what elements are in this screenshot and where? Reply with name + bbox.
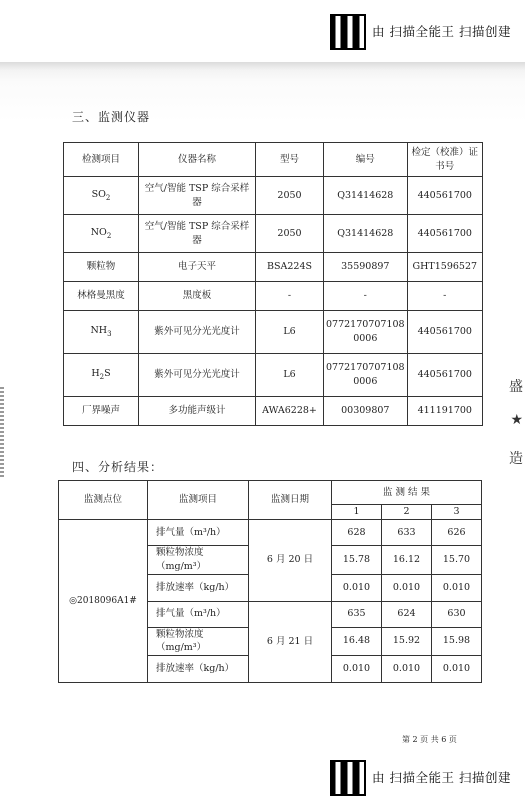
scanner-watermark-text: 由 扫描全能王 扫描创建 — [372, 24, 511, 39]
result-value-cell: 0.010 — [432, 656, 482, 683]
result-value-cell: 635 — [332, 601, 382, 627]
instrument-name-cell: 电子天平 — [139, 253, 256, 282]
monitoring-item-cell: 颗粒物浓度（mg/m³） — [148, 546, 249, 575]
monitoring-date-cell: 6 月 21 日 — [249, 601, 332, 683]
result-value-cell: 0.010 — [382, 656, 432, 683]
instruments-table — [63, 142, 483, 426]
instrument-name-cell: 空气/智能 TSP 综合采样器 — [139, 177, 256, 215]
table-row — [64, 215, 483, 253]
result-value-cell: 15.70 — [432, 546, 482, 575]
monitoring-point-cell: ◎2018096A1# — [59, 520, 148, 683]
table-row — [59, 520, 482, 546]
model-cell: L6 — [256, 311, 324, 354]
certificate-number-cell: 411191700 — [407, 397, 482, 426]
serial-number-cell: 0772170707108 0006 — [324, 311, 408, 354]
qr-code-icon — [330, 14, 366, 50]
item-subscript: 2 — [99, 373, 105, 382]
result-value-cell: 15.78 — [332, 546, 382, 575]
section-title-instruments: 三、监测仪器 — [72, 110, 151, 124]
model-cell: BSA224S — [256, 253, 324, 282]
table-row — [64, 311, 483, 354]
instrument-name-cell: 黑度板 — [139, 282, 256, 311]
col-header: 检测项目 — [64, 143, 139, 177]
table-row — [64, 397, 483, 426]
stamp-fragment: 盛 ★ 造 — [509, 379, 523, 467]
serial-number-cell: - — [324, 282, 408, 311]
monitoring-item-cell: 颗粒物浓度（mg/m³） — [148, 627, 249, 656]
result-value-cell: 630 — [432, 601, 482, 627]
qr-code-icon — [330, 760, 366, 796]
result-value-cell: 628 — [332, 520, 382, 546]
page-number: 第 2 页 共 6 页 — [402, 735, 457, 744]
result-value-cell: 626 — [432, 520, 482, 546]
monitoring-item-cell: 排气量（m³/h） — [148, 601, 249, 627]
item-text-tail: S — [104, 368, 111, 380]
result-value-cell: 0.010 — [332, 574, 382, 601]
serial-number-cell: 00309807 — [324, 397, 408, 426]
binding-edge-mark — [0, 387, 4, 477]
item-subscript: 2 — [106, 231, 112, 240]
item-text: 厂界噪声 — [81, 405, 120, 417]
model-cell: L6 — [256, 354, 324, 397]
col-header: 1 — [332, 505, 382, 520]
table-row — [64, 253, 483, 282]
serial-number-cell: Q31414628 — [324, 177, 408, 215]
model-cell: AWA6228+ — [256, 397, 324, 426]
instrument-name-cell: 紫外可见分光光度计 — [139, 311, 256, 354]
item-text: H — [91, 368, 100, 380]
table-row — [64, 282, 483, 311]
item-subscript: 2 — [105, 193, 111, 202]
model-cell: 2050 — [256, 215, 324, 253]
item-text: 颗粒物 — [86, 261, 116, 273]
results-table — [58, 480, 482, 683]
certificate-number-cell: GHT1596527 — [407, 253, 482, 282]
instrument-name-cell: 多功能声级计 — [139, 397, 256, 426]
monitoring-date-cell: 6 月 20 日 — [249, 520, 332, 602]
table-row — [64, 177, 483, 215]
scanner-banner-bottom — [0, 748, 525, 803]
item-subscript: 3 — [107, 330, 112, 339]
result-value-cell: 0.010 — [332, 656, 382, 683]
col-header: 仪器名称 — [139, 143, 256, 177]
certificate-number-cell: 440561700 — [407, 354, 482, 397]
instrument-name-cell: 紫外可见分光光度计 — [139, 354, 256, 397]
result-value-cell: 16.48 — [332, 627, 382, 656]
result-value-cell: 15.92 — [382, 627, 432, 656]
monitoring-item-cell: 排放速率（kg/h） — [148, 574, 249, 601]
item-text: NH — [90, 325, 108, 337]
item-text: SO — [91, 188, 106, 200]
col-header: 2 — [382, 505, 432, 520]
detection-item-cell — [64, 177, 139, 215]
detection-item-cell — [64, 282, 139, 311]
table-row — [64, 354, 483, 397]
result-value-cell: 0.010 — [432, 574, 482, 601]
serial-number-cell: 35590897 — [324, 253, 408, 282]
certificate-number-cell: 440561700 — [407, 177, 482, 215]
col-header: 检定（校准）证书号 — [407, 143, 482, 177]
model-cell: 2050 — [256, 177, 324, 215]
result-value-cell: 16.12 — [382, 546, 432, 575]
model-cell: - — [256, 282, 324, 311]
instrument-name-cell: 空气/智能 TSP 综合采样器 — [139, 215, 256, 253]
detection-item-cell — [64, 253, 139, 282]
col-header: 监测日期 — [249, 481, 332, 520]
section-title-results: 四、分析结果： — [72, 460, 164, 474]
monitoring-item-cell: 排气量（m³/h） — [148, 520, 249, 546]
col-header: 监测项目 — [148, 481, 249, 520]
item-text: NO — [90, 226, 107, 238]
col-header: 3 — [432, 505, 482, 520]
result-value-cell: 15.98 — [432, 627, 482, 656]
certificate-number-cell: - — [407, 282, 482, 311]
document-page — [0, 62, 525, 752]
certificate-number-cell: 440561700 — [407, 311, 482, 354]
col-header: 编号 — [324, 143, 408, 177]
detection-item-cell — [64, 215, 139, 253]
item-text: 林格曼黑度 — [77, 290, 125, 302]
monitoring-item-cell: 排放速率（kg/h） — [148, 656, 249, 683]
scanner-banner-top — [0, 0, 525, 60]
certificate-number-cell: 440561700 — [407, 215, 482, 253]
col-header: 监测点位 — [59, 481, 148, 520]
result-value-cell: 0.010 — [382, 574, 432, 601]
detection-item-cell — [64, 397, 139, 426]
detection-item-cell — [64, 354, 139, 397]
scanner-watermark-text: 由 扫描全能王 扫描创建 — [372, 770, 511, 785]
serial-number-cell: Q31414628 — [324, 215, 408, 253]
detection-item-cell — [64, 311, 139, 354]
serial-number-cell: 0772170707108 0006 — [324, 354, 408, 397]
result-value-cell: 633 — [382, 520, 432, 546]
col-header: 监 测 结 果 — [332, 481, 482, 505]
col-header: 型号 — [256, 143, 324, 177]
result-value-cell: 624 — [382, 601, 432, 627]
